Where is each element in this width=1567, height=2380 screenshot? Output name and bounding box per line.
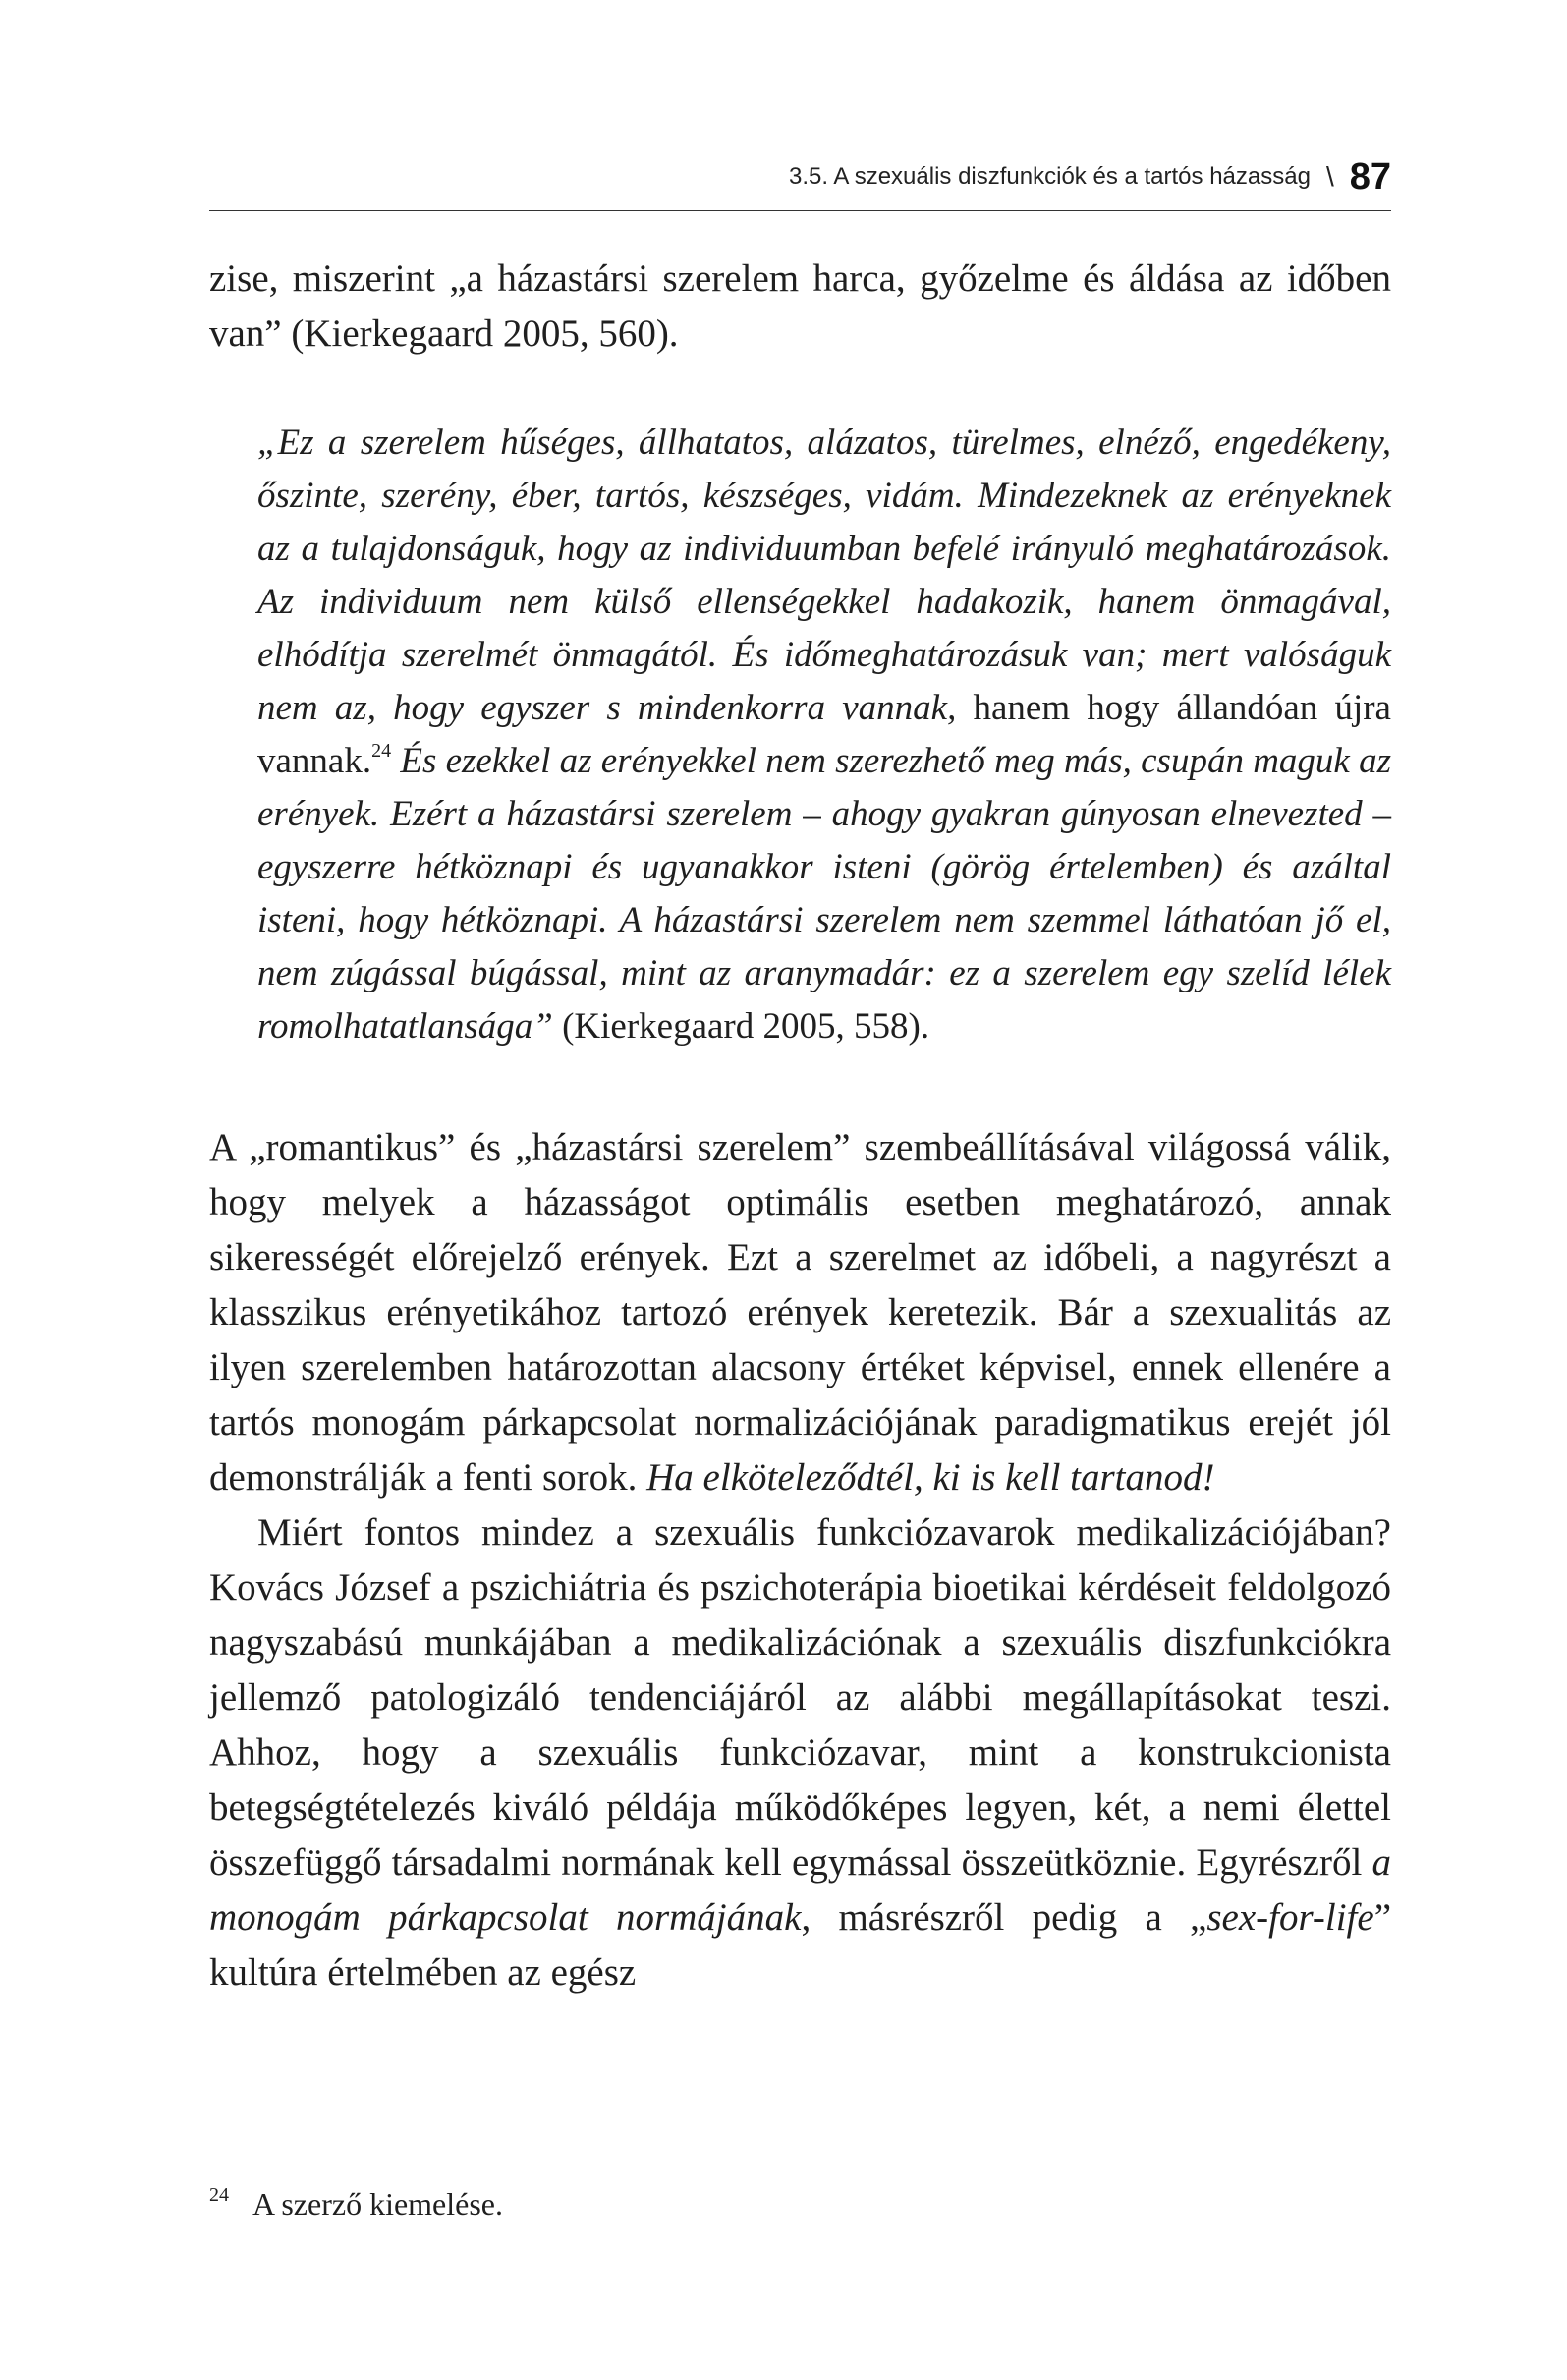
paragraph-text: , másrészről pedig a „: [801, 1897, 1207, 1939]
page-number: 87: [1349, 155, 1391, 198]
footnote-reference: 24: [371, 740, 392, 762]
header-rule: [209, 210, 1391, 211]
intro-paragraph: zise, miszerint „a házastársi szerelem harca, győzelme és áldása az időben van” (Kierkegaard 2005, 560).: [209, 257, 1391, 355]
footnote: [209, 2174, 1391, 2226]
book-page: [209, 0, 1391, 2380]
emphasis-text: a monogám párkapcsolat normájának: [209, 1842, 1391, 1939]
paragraph-medicalization: [209, 1505, 1391, 2001]
paragraph-text: A „romantikus” és „házastársi szerelem” szembeállításával világossá válik, hogy melyek a házasságot optimális esetben meghatározó, annak sikerességét előrejelző erények. Ezt a szerelmet az időbeli, a nagyrészt a klasszikus erényetikához tartozó erények keretezik. Bár a szexualitás az ilyen szerelemben határozottan alacsony értéket képvisel, ennek ellenére a tartós monogám párkapcsolat normalizációjának paradigmatikus erejét jól demonstrálják a fenti sorok.: [209, 1126, 1391, 1499]
paragraph-text: Miért fontos mindez a szexuális funkciózavarok medikalizációjában? Kovács József a pszichiátria és pszichoterápia bioetikai kérdéseit feldolgozó nagyszabású munkájában a medikalizációnak a szexuális diszfunkciókra jellemző patologizáló tendenciájáról az alábbi megállapításokat teszi. Ahhoz, hogy a szexuális funkciózavar, mint a konstrukcionista betegségtételezés kiváló példája működőképes legyen, két, a nemi élettel összefüggő társadalmi normának kell egymással összeütköznie. Egyrészről: [209, 1511, 1391, 1884]
body-text: [209, 252, 1391, 2001]
running-header: [789, 147, 1391, 206]
section-title: 3.5. A szexuális diszfunkciók és a tartós házasság: [788, 163, 1311, 190]
emphasis-text: sex-for-life: [1206, 1897, 1374, 1939]
paragraph-text: ” kultúra értelmében az egész: [209, 1897, 1391, 1994]
header-separator: \: [1325, 161, 1334, 192]
footnote-number: 24: [209, 2184, 229, 2206]
quote-text-2: hanem hogy állandóan újra vannak.: [257, 688, 1391, 781]
quote-text-3: És ezekkel az erényekkel nem szerezhető meg más, csupán maguk az erények. Ezért a házastársi szerelem – ahogy gyakran gúnyosan elnevezted – egyszerre hétköznapi és ugyanakkor isteni (görög értelemben) és azáltal isteni, hogy hétköznapi. A házastársi szerelem nem szemmel láthatóan jő el, nem zúgással búgással, mint az aranymadár: ez a szerelem egy szelíd lélek romolhatatlansága”: [257, 741, 1391, 1047]
paragraph-romantic-love: [209, 1120, 1391, 1505]
quote-citation: (Kierkegaard 2005, 558).: [552, 1006, 930, 1047]
footnote-text: A szerző kiemelése.: [252, 2186, 503, 2222]
quote-text-1: „Ez a szerelem hűséges, állhatatos, alázatos, türelmes, elnéző, engedékeny, őszinte, szerény, éber, tartós, készséges, vidám. Mindezeknek az erényeknek az a tulajdonságuk, hogy az individuumban befelé irányuló meghatározások. Az individuum nem külső ellenségekkel hadakozik, hanem önmagával, elhódítja szerelmét önmagától. És időmeghatározásuk van; mert valóságuk nem az, hogy egyszer s mindenkorra vannak,: [257, 423, 1391, 728]
block-quote: [257, 417, 1391, 1053]
emphasis-text: Ha elköteleződtél, ki is kell tartanod!: [646, 1456, 1215, 1499]
